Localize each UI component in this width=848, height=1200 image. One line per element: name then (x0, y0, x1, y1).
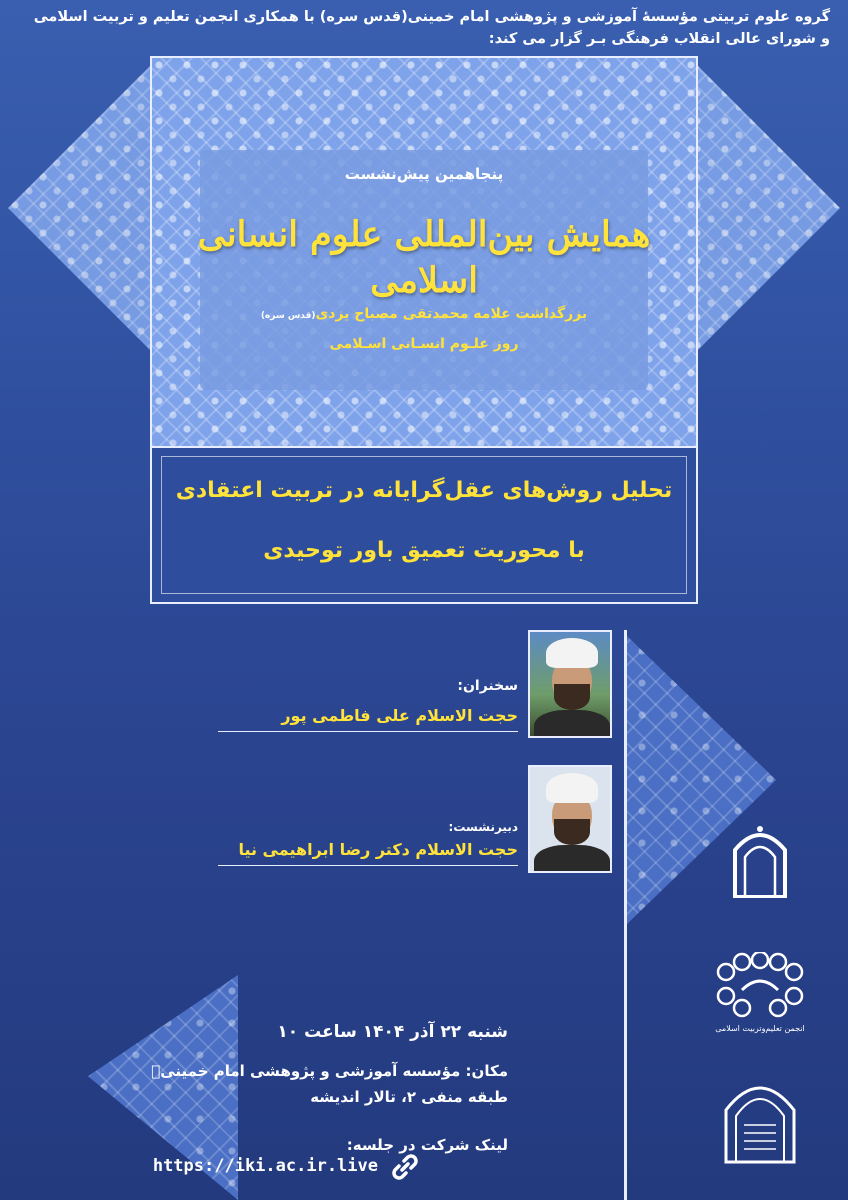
topic-line-2: با محوریت تعمیق باور توحیدی (263, 538, 585, 563)
institute-logo (712, 815, 808, 905)
pre-title: پنجاهمین پیش‌نشست (344, 165, 504, 183)
intro-text (18, 6, 830, 50)
anjoman-logo (712, 952, 808, 1034)
speaker-name: حجت الاسلام علی فاطمی پور (218, 706, 518, 732)
secretary-photo (528, 765, 612, 873)
event-place: مکان: مؤسسه آموزشی و پژوهشی امام خمینیؒ (151, 1062, 508, 1080)
honorific: (قدس سره) (260, 311, 316, 321)
link-icon (388, 1152, 422, 1182)
intro-line-1: گروه علوم تربیتی مؤسسهٔ آموزشی و پژوهشی امام خمینی(قدس سره) با همکاری انجمن تعلیم و تربیت اسلامی (33, 9, 830, 25)
topic-line-1: تحلیل روش‌های عقل‌گرایانه در تربیت اعتقادی (175, 478, 673, 503)
main-title: همایش بین‌المللی علوم انسانی اسلامی (197, 214, 651, 301)
topic-box (150, 446, 698, 604)
meeting-link[interactable]: https://iki.ac.ir.live (152, 1156, 378, 1176)
council-logo (712, 1070, 808, 1170)
intro-line-2: و شورای عالی انقلاب فرهنگی بـر گزار می کند: (488, 31, 830, 47)
commemoration-text: بزرگداشت علامه محمدتقی مصباح یزدی (315, 306, 588, 322)
speaker-photo (528, 630, 612, 738)
secretary-role-label: دبیرنشست: (448, 820, 518, 834)
event-date: شنبه ۲۲ آذر ۱۴۰۴ ساعت ۱۰ (277, 1022, 508, 1042)
topic-inner-frame (161, 456, 687, 594)
meeting-link-label: لینک شرکت در جلسه: (346, 1136, 508, 1154)
speaker-role-label: سخنران: (457, 678, 518, 694)
anjoman-logo-caption: انجمن تعلیم‌وتربیت اسلامی (715, 1024, 805, 1033)
commemoration-line (0, 306, 848, 322)
secretary-name: حجت الاسلام دکتر رضا ابراهیمی نیا (218, 840, 518, 866)
vertical-rail (624, 630, 627, 1200)
event-hall: طبقه منفی ۲، تالار اندیشه (310, 1088, 508, 1106)
occasion-line: روز علـوم انسـانی اسـلامی (329, 336, 519, 352)
